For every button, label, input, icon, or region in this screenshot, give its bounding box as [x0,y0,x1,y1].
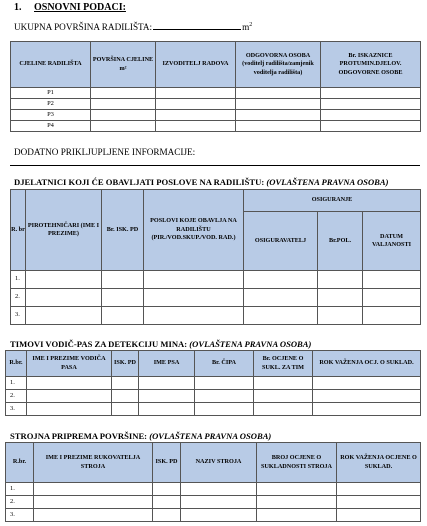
row-number: 2. [11,289,26,307]
col-header: IZVODITELJ RADOVA [156,42,236,88]
cell[interactable] [236,110,321,121]
col-header: ROK VAŽENJA OCJ. O SUKLAD. [313,351,421,377]
col-header: DATUM VALJANOSTI [363,212,421,271]
row-number: 2. [6,496,34,509]
cell[interactable] [363,289,421,307]
cell[interactable] [181,496,257,509]
row-number: 3. [6,403,27,416]
table-workers [10,189,421,325]
area-unit: m [242,22,250,32]
col-header: POSLOVI KOJE OBAVLJA NA RADILIŠTU (PIR./VOD.SKUP./VOD. RAD.) [144,190,244,271]
cell[interactable] [156,121,236,132]
row-number: 1. [11,271,26,289]
cell[interactable] [139,390,195,403]
row-number: 3. [6,509,34,522]
area-line [14,21,252,32]
cell[interactable] [144,289,244,307]
cell[interactable] [257,496,337,509]
col-header: IME I PREZIME RUKOVATELJA STROJA [34,443,153,483]
cell[interactable] [91,99,156,110]
cell[interactable] [144,307,244,325]
col-header: Br. ČIPA [195,351,254,377]
section3-heading [10,339,311,349]
cell[interactable] [257,483,337,496]
cell[interactable] [318,289,363,307]
cell[interactable] [91,88,156,99]
cell[interactable] [244,307,318,325]
row-label: P4 [11,121,91,132]
cell[interactable] [321,110,421,121]
section2-heading [14,177,388,187]
table-basic-data [10,41,421,132]
cell[interactable] [254,390,313,403]
row-label: P2 [11,99,91,110]
cell[interactable] [313,403,421,416]
cell[interactable] [102,271,144,289]
cell[interactable] [34,483,153,496]
cell[interactable] [321,99,421,110]
area-unit-sup: 2 [249,21,253,28]
area-blank[interactable] [153,21,241,30]
col-header: ISK. PD [153,443,181,483]
section1-title: OSNOVNI PODACI: [34,2,126,13]
cell[interactable] [153,496,181,509]
cell[interactable] [195,403,254,416]
cell[interactable] [181,509,257,522]
cell[interactable] [144,271,244,289]
cell[interactable] [26,307,102,325]
cell[interactable] [363,271,421,289]
cell[interactable] [27,403,112,416]
cell[interactable] [257,509,337,522]
section1-heading [14,2,126,13]
row-label: P3 [11,110,91,121]
cell[interactable] [112,390,139,403]
col-header: Br. ISKAZNICE PROTUMIN.DJELOV. ODGOVORNE OSOBE [321,42,421,88]
cell[interactable] [156,99,236,110]
cell[interactable] [91,110,156,121]
row-number: 1. [6,377,27,390]
divider [10,165,420,166]
col-header: Br. OCJENE O SUKL. ZA TIM [254,351,313,377]
table-machine-prep [5,442,421,522]
cell[interactable] [321,88,421,99]
cell[interactable] [156,88,236,99]
cell[interactable] [363,307,421,325]
cell[interactable] [236,88,321,99]
cell[interactable] [102,289,144,307]
cell[interactable] [139,403,195,416]
col-header: IME I PREZIME VODIČA PASA [27,351,112,377]
cell[interactable] [34,496,153,509]
cell[interactable] [112,377,139,390]
cell[interactable] [254,403,313,416]
row-label: P1 [11,88,91,99]
cell[interactable] [318,271,363,289]
cell[interactable] [254,377,313,390]
cell[interactable] [195,390,254,403]
col-header: R.br. [6,351,27,377]
cell[interactable] [244,289,318,307]
section2-title: DJELATNICI KOJI ĆE OBAVLJATI POSLOVE NA RADILIŠTU: [14,177,265,187]
cell[interactable] [236,121,321,132]
col-header: R. br [11,190,26,271]
col-header: ODGOVORNA OSOBA (voditelj radilišta/zamjenik voditelja radilišta) [236,42,321,88]
section3-title: TIMOVI VODIČ-PAS ZA DETEKCIJU MINA: [10,339,188,349]
row-number: 1. [6,483,34,496]
section2-note: (OVLAŠTENA PRAVNA OSOBA) [266,177,389,187]
cell[interactable] [318,307,363,325]
section1-number: 1. [14,2,22,13]
section4-title: STROJNA PRIPREMA POVRŠINE: [10,431,148,441]
cell[interactable] [26,271,102,289]
cell[interactable] [27,390,112,403]
cell[interactable] [337,496,421,509]
col-header: R.br. [6,443,34,483]
cell[interactable] [153,509,181,522]
cell[interactable] [337,483,421,496]
col-header: NAZIV STROJA [181,443,257,483]
col-header: BROJ OCJENE O SUKLADNOSTI STROJA [257,443,337,483]
cell[interactable] [321,121,421,132]
cell[interactable] [139,377,195,390]
col-header: Br.POL. [318,212,363,271]
cell[interactable] [112,403,139,416]
section4-heading [10,431,271,441]
cell[interactable] [313,377,421,390]
cell[interactable] [337,509,421,522]
cell[interactable] [195,377,254,390]
cell[interactable] [313,390,421,403]
cell[interactable] [27,377,112,390]
col-header: OSIGURANJE [244,190,421,212]
cell[interactable] [181,483,257,496]
col-header: ROK VAŽENJA OCJENE O SUKLAD. [337,443,421,483]
cell[interactable] [26,289,102,307]
cell[interactable] [156,110,236,121]
col-header: CJELINE RADILIŠTA [11,42,91,88]
cell[interactable] [91,121,156,132]
additional-info-label: DODATNO PRIKLJUPLJENE INFORMACIJE: [14,147,196,157]
section3-note: (OVLAŠTENA PRAVNA OSOBA) [189,339,312,349]
area-label: UKUPNA POVRŠINA RADILIŠTA: [14,22,153,32]
cell[interactable] [153,483,181,496]
cell[interactable] [236,99,321,110]
section4-note: (OVLAŠTENA PRAVNA OSOBA) [149,431,272,441]
col-header: OSIGURAVATELJ [244,212,318,271]
row-number: 3. [11,307,26,325]
table-dog-teams [5,350,421,416]
cell[interactable] [34,509,153,522]
col-header: ISK. PD [112,351,139,377]
col-header: IME PSA [139,351,195,377]
col-header: PIROTEHNIČARI (IME I PREZIME) [26,190,102,271]
col-header: Br. ISK. PD [102,190,144,271]
col-header: POVRŠINA CJELINE m² [91,42,156,88]
cell[interactable] [244,271,318,289]
row-number: 2. [6,390,27,403]
cell[interactable] [102,307,144,325]
